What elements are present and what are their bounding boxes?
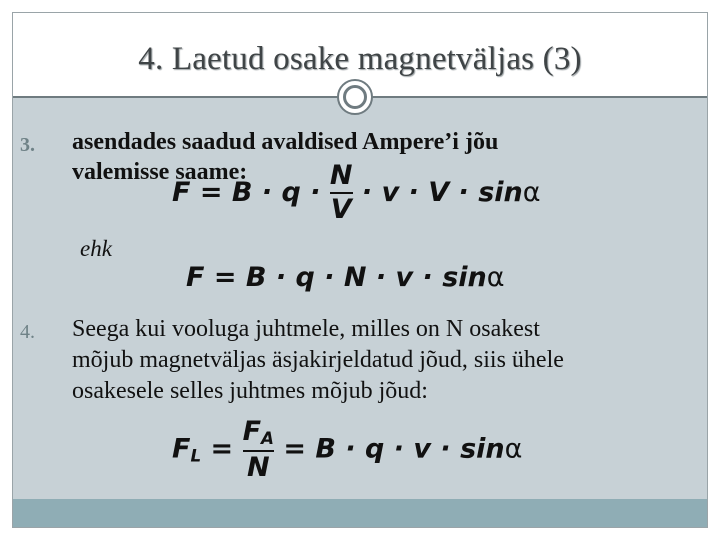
item-3-number: 3. [20,134,35,156]
formula-1-right: · v · V · sin [361,176,523,208]
slide-title: 4. Laetud osake magnetväljas (3) [138,41,582,77]
item-4-line-2: mõjub magnetväljas äsjakirjeldatud jõud, siis ühele [72,347,564,373]
formula-1-left: F = B · q · [172,176,321,208]
item-3-line-1: asendades saadud avaldised Ampere’i jõu [72,129,499,155]
formula-simplified [186,262,505,293]
ehk-label: ehk [80,236,112,261]
formula-2-alpha: α [486,262,505,293]
formula-3-num-main: F [242,416,262,447]
formula-3-fraction [243,418,274,482]
formula-3-num-sub: A [261,428,274,449]
formula-3-lhs-sub: L [190,445,202,466]
formula-1-denominator: V [330,194,352,226]
item-4-number: 4. [20,321,35,343]
formula-3-alpha: α [504,433,523,465]
formula-3-eq: = [201,433,243,465]
formula-1-fraction [330,162,353,225]
formula-1-alpha: α [522,176,541,208]
formula-1-numerator: N [329,160,353,191]
formula-3-lhs: F [172,433,191,465]
formula-lorentz-force [172,418,522,482]
bottom-bar [13,499,707,527]
item-4-line-3: osakesele selles juhtmes mõjub jõud: [72,378,428,404]
item-3-line-2: valemisse saame: [72,159,248,185]
formula-ampere-substituted [172,162,541,225]
item-4-line-1: Seega kui vooluga juhtmele, milles on N osakest [72,316,540,342]
formula-3-right: = B · q · v · sin [283,433,505,465]
formula-3-denominator: N [246,451,270,483]
formula-3-numerator [243,418,274,448]
circle-ornament-icon [337,79,373,115]
formula-2-text: F = B · q · N · v · sin [186,262,487,293]
